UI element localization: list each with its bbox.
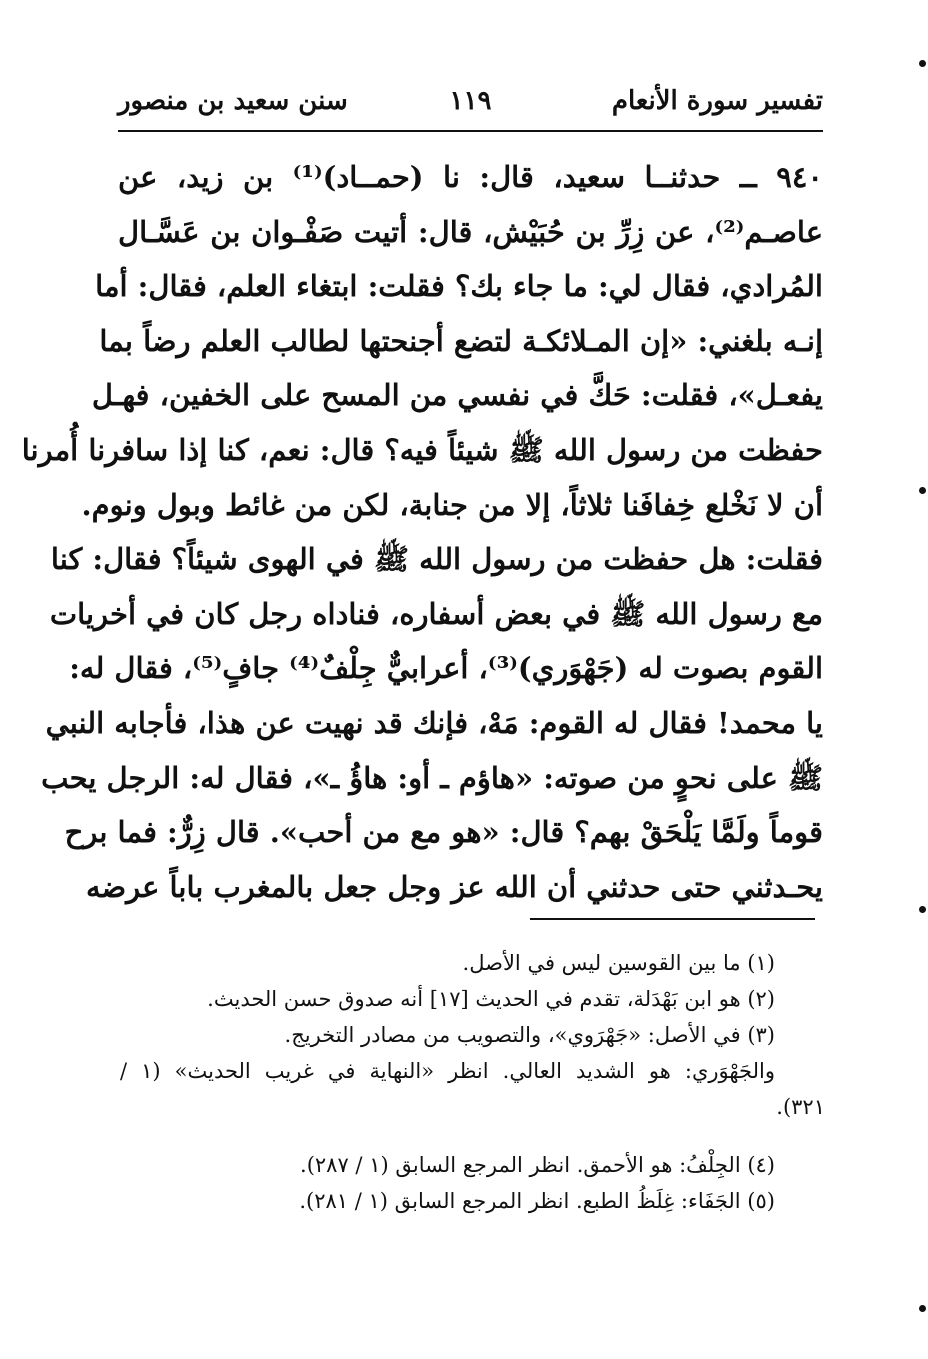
text-line: ٩٤٠ ــ حدثنــا سعيد، قال: نا (حمــاد)⁽¹⁾ بن زيد، عن [118, 160, 823, 194]
footnotes [120, 945, 825, 1219]
header-divider [118, 130, 823, 132]
footnote-5: (٥) الجَفَاء: غِلَظُ الطبع. انظر المرجع السابق (١ / ٢٨١). [299, 1189, 775, 1213]
text-line: المُرادي، فقال لي: ما جاء بك؟ فقلت: ابتغاء العلم، فقال: أما [95, 269, 823, 304]
book-title: سنن سعيد بن منصور [118, 86, 348, 116]
footnote-2: (٢) هو ابن بَهْدَلة، تقدم في الحديث [١٧] أنه صدوق حسن الحديث. [207, 987, 775, 1011]
margin-dot [919, 1305, 926, 1312]
footnote-3-continuation-end: ٣٢١). [776, 1095, 825, 1119]
footnote-3: (٣) في الأصل: «جَهْرَوي»، والتصويب من مصادر التخريج. [284, 1023, 775, 1047]
surah-title: تفسير سورة الأنعام [611, 86, 823, 116]
text-line: أن لا نَخْلع خِفافَنا ثلاثاً، إلا من جنابة، لكن من غائط وبول ونوم. [81, 487, 823, 522]
text-line: ﷺ على نحوٍ من صوته: «هاؤم ـ أو: هاؤُ ـ»، فقال له: الرجل يحب [41, 760, 823, 795]
margin-dot [919, 906, 926, 913]
footnote-divider [530, 918, 815, 920]
text-line: يا محمد! فقال له القوم: مَهْ، فإنك قد نهيت عن هذا، فأجابه النبي [45, 705, 823, 740]
page-number: ١١٩ [449, 86, 492, 116]
footnote-1: (١) ما بين القوسين ليس في الأصل. [462, 951, 775, 975]
text-line: فقلت: هل حفظت من رسول الله ﷺ في الهوى شيئاً؟ فقال: كنا [50, 542, 823, 577]
main-text [21, 150, 823, 914]
text-line: يفعـل»، فقلت: حَكَّ في نفسي من المسح على الخفين، فهـل [91, 378, 823, 413]
text-line: حفظت من رسول الله ﷺ شيئاً فيه؟ قال: نعم، كنا إذا سافرنا أُمرنا [21, 432, 823, 467]
running-header [118, 80, 823, 130]
text-line: إنـه بلغني: «إن المـلائكـة لتضع أجنحتها لطالب العلم رضاً بما [99, 323, 823, 358]
footnote-3-continuation: والجَهْوَري: هو الشديد العالي. انظر «النهاية في غريب الحديث» (١ / [120, 1059, 775, 1083]
text-line: القوم بصوت له (جَهْوَري)⁽³⁾، أعرابيٌّ جِلْفٌ⁽⁴⁾ جافٍ⁽⁵⁾، فقال له: [69, 651, 823, 686]
text-line: عاصـم⁽²⁾، عن زِرِّ بن حُبَيْش، قال: أتيت صَفْـوان بن عَسَّـال [118, 214, 823, 249]
footnote-4: (٤) الجِلْفُ: هو الأحمق. انظر المرجع السابق (١ / ٢٨٧). [300, 1153, 775, 1177]
text-line: يحـدثني حتى حدثني أن الله عز وجل جعل بالمغرب باباً عرضه [85, 869, 823, 904]
margin-dot [919, 487, 926, 494]
text-line: مع رسول الله ﷺ في بعض أسفاره، فناداه رجل كان في أخريات [49, 596, 823, 631]
text-line: قوماً ولَمَّا يَلْحَقْ بهم؟ قال: «هو مع من أحب». قال زِرٌّ: فما برح [64, 815, 823, 850]
margin-dot [919, 60, 926, 67]
